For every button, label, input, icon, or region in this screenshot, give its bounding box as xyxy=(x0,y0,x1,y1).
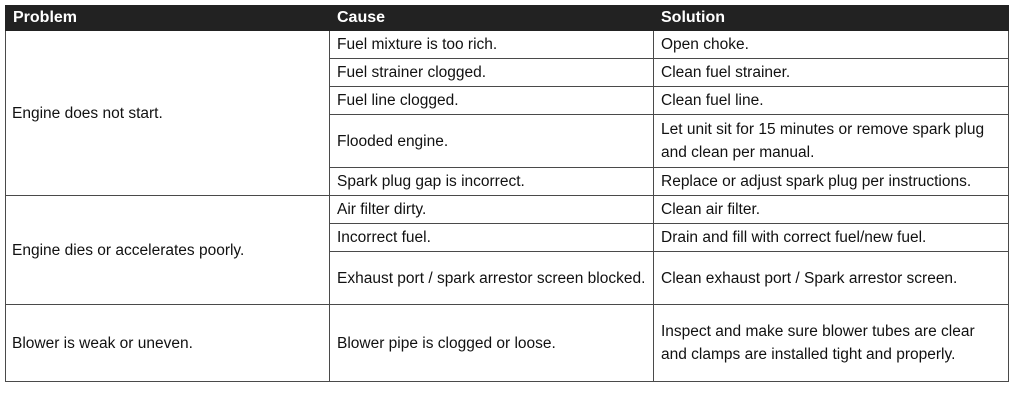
solution-cell: Inspect and make sure blower tubes are clear and clamps are installed tight and properly. xyxy=(654,305,1009,382)
header-row xyxy=(6,6,1009,31)
solution-cell: Clean fuel strainer. xyxy=(654,59,1009,87)
cause-cell: Fuel line clogged. xyxy=(330,87,654,115)
cause-cell: Exhaust port / spark arrestor screen blocked. xyxy=(330,252,654,305)
table-row xyxy=(6,31,1009,59)
table-row xyxy=(6,196,1009,224)
cause-cell: Air filter dirty. xyxy=(330,196,654,224)
solution-cell: Clean exhaust port / Spark arrestor screen. xyxy=(654,252,1009,305)
solution-cell: Drain and fill with correct fuel/new fuel. xyxy=(654,224,1009,252)
header-problem: Problem xyxy=(6,6,330,31)
cause-cell: Incorrect fuel. xyxy=(330,224,654,252)
solution-cell: Clean air filter. xyxy=(654,196,1009,224)
solution-cell: Open choke. xyxy=(654,31,1009,59)
problem-cell: Engine does not start. xyxy=(6,31,330,196)
solution-cell: Clean fuel line. xyxy=(654,87,1009,115)
cause-cell: Flooded engine. xyxy=(330,115,654,168)
troubleshooting-table xyxy=(5,5,1009,382)
header-cause: Cause xyxy=(330,6,654,31)
solution-cell: Let unit sit for 15 minutes or remove spark plug and clean per manual. xyxy=(654,115,1009,168)
problem-cell: Blower is weak or uneven. xyxy=(6,305,330,382)
header-solution: Solution xyxy=(654,6,1009,31)
table-row xyxy=(6,305,1009,382)
cause-cell: Fuel strainer clogged. xyxy=(330,59,654,87)
cause-cell: Spark plug gap is incorrect. xyxy=(330,168,654,196)
cause-cell: Fuel mixture is too rich. xyxy=(330,31,654,59)
cause-cell: Blower pipe is clogged or loose. xyxy=(330,305,654,382)
solution-cell: Replace or adjust spark plug per instructions. xyxy=(654,168,1009,196)
troubleshooting-table-container xyxy=(5,5,1008,382)
problem-cell: Engine dies or accelerates poorly. xyxy=(6,196,330,305)
